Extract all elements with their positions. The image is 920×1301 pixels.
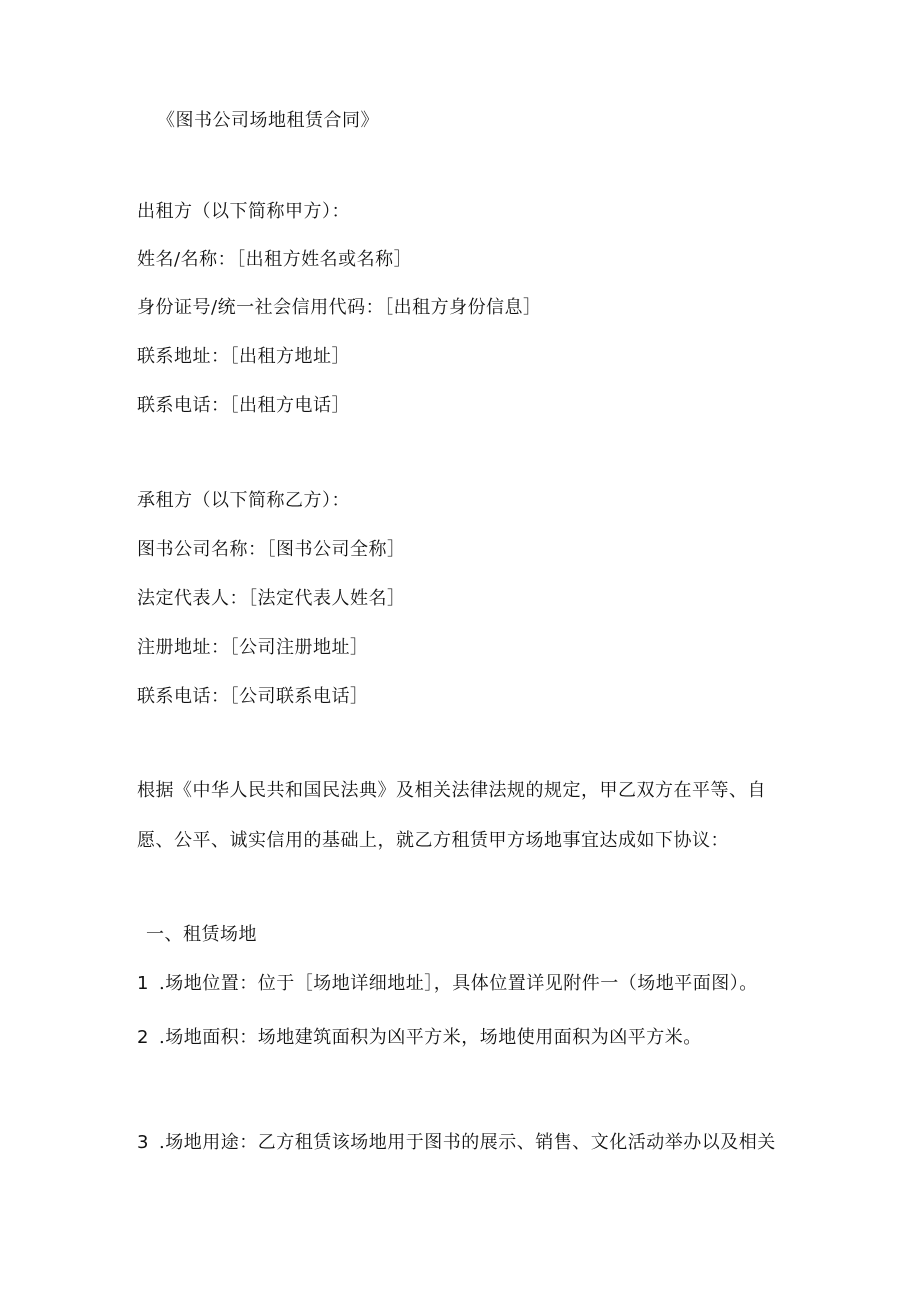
section-1-item-3 bbox=[137, 1131, 776, 1155]
lessee-address: 注册地址：［公司注册地址］ bbox=[137, 637, 369, 658]
contract-title: 《图书公司场地租赁合同》 bbox=[157, 110, 379, 131]
item-text: .场地用途：乙方租赁该场地用于图书的展示、销售、文化活动举办以及相关 bbox=[159, 1132, 776, 1153]
item-number: 3 bbox=[137, 1132, 149, 1153]
lessor-name: 姓名/名称：［出租方姓名或名称］ bbox=[137, 249, 413, 270]
preamble-line-2: 愿、公平、诚实信用的基础上，就乙方租赁甲方场地事宜达成如下协议： bbox=[137, 830, 729, 851]
section-1-item-2 bbox=[137, 1026, 702, 1050]
item-text: .场地面积：场地建筑面积为凶平方米，场地使用面积为凶平方米。 bbox=[159, 1027, 702, 1048]
lessor-heading: 出租方（以下简称甲方）： bbox=[137, 201, 350, 222]
lessor-address: 联系地址：［出租方地址］ bbox=[137, 346, 350, 367]
lessee-company: 图书公司名称：［图书公司全称］ bbox=[137, 539, 406, 560]
preamble-line-1: 根据《中华人民共和国民法典》及相关法律法规的规定，甲乙双方在平等、自 bbox=[137, 780, 766, 801]
section-1-item-1 bbox=[137, 972, 758, 996]
item-number: 1 bbox=[137, 973, 149, 994]
lessor-id: 身份证号/统一社会信用代码：［出租方身份信息］ bbox=[137, 297, 542, 318]
item-number: 2 bbox=[137, 1027, 149, 1048]
lessee-phone: 联系电话：［公司联系电话］ bbox=[137, 686, 369, 707]
lessee-representative: 法定代表人：［法定代表人姓名］ bbox=[137, 588, 406, 609]
lessee-heading: 承租方（以下简称乙方）： bbox=[137, 490, 350, 511]
section-1-heading: 一、租赁场地 bbox=[146, 924, 257, 945]
lessor-phone: 联系电话：［出租方电话］ bbox=[137, 395, 350, 416]
item-text: .场地位置：位于［场地详细地址］，具体位置详见附件一（场地平面图）。 bbox=[159, 973, 758, 994]
